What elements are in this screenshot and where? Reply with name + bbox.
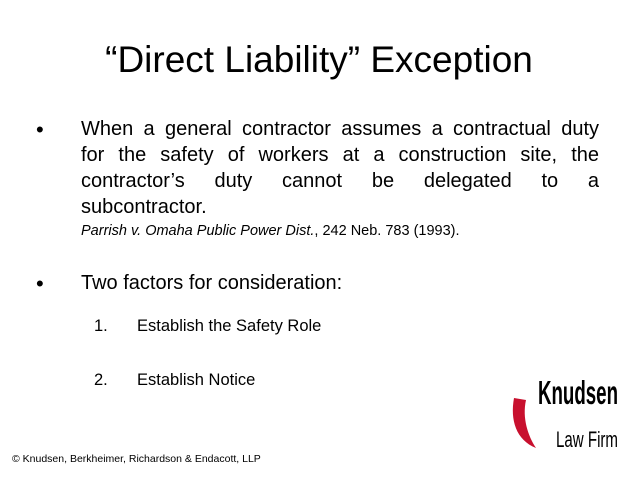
item-2-label: Establish Notice [137,371,256,389]
item-1-number: 1. [94,317,108,335]
logo-graphic [508,368,624,454]
knudsen-law-firm-logo [508,368,624,454]
bullet-1-line-4: subcontractor. [81,196,207,218]
slide-title: “Direct Liability” Exception [105,39,533,80]
logo-subtitle-text: Law Firm [556,427,618,452]
citation-reference: , 242 Neb. 783 (1993). [314,223,460,239]
bullet-marker-2: • [36,271,44,296]
bullet-1-line-1: When a general contractor assumes a contractual duty [81,118,599,140]
bullet-2-text: Two factors for consideration: [81,272,343,294]
bullet-1-line-3: contractor’s duty cannot be delegated to a [81,170,599,192]
logo-swoosh-icon [513,398,536,448]
copyright-footer: © Knudsen, Berkheimer, Richardson & Endacott, LLP [12,453,261,465]
citation-case-name: Parrish v. Omaha Public Power Dist. [81,223,315,239]
item-1-label: Establish the Safety Role [137,317,322,335]
logo-name-text: Knudsen [538,374,618,411]
item-2-number: 2. [94,371,108,389]
bullet-1-line-2: for the safety of workers at a construction site, the [81,144,599,166]
case-citation [81,222,460,240]
bullet-marker-1: • [36,117,44,142]
